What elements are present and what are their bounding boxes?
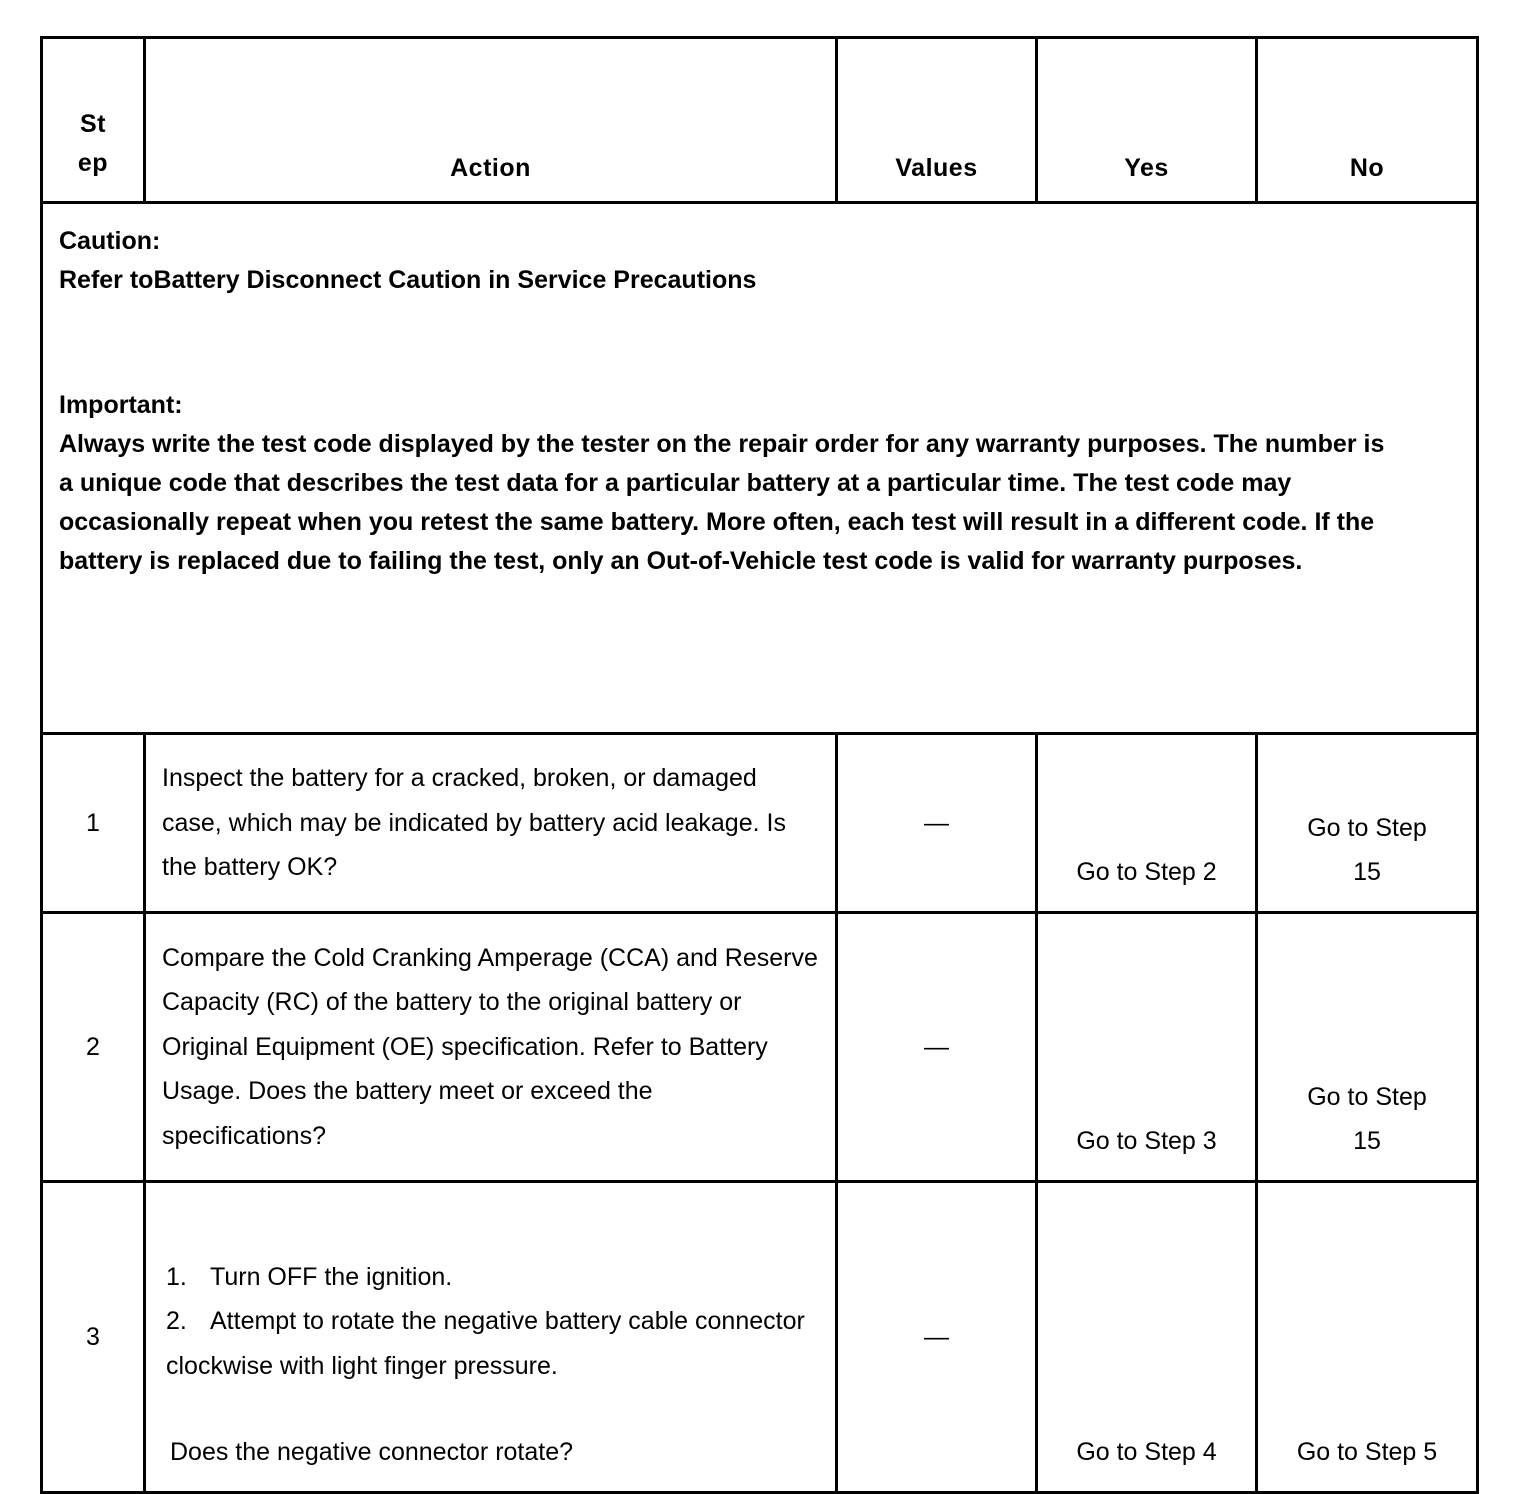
yes-link[interactable]: Go to Step 2 bbox=[1076, 858, 1217, 887]
values-cell: — bbox=[837, 913, 1037, 1182]
yes-cell bbox=[1037, 734, 1257, 913]
no-cell bbox=[1257, 913, 1478, 1182]
notice-cell bbox=[42, 203, 1478, 734]
list-item-number: 1. bbox=[166, 1262, 187, 1291]
table-row bbox=[42, 913, 1478, 1182]
yes-link[interactable]: Go to Step 4 bbox=[1076, 1438, 1217, 1467]
no-cell bbox=[1257, 1182, 1478, 1493]
values-column-header: Values bbox=[837, 38, 1037, 203]
no-link[interactable]: Go to Step 5 bbox=[1296, 1438, 1438, 1467]
action-text bbox=[145, 1182, 837, 1493]
step-header-label: St ep bbox=[77, 110, 109, 177]
caution-text: Refer toBattery Disconnect Caution in Service Precautions bbox=[59, 266, 757, 294]
caution-title: Caution: bbox=[59, 227, 161, 255]
diagnostic-table bbox=[40, 36, 1479, 1494]
no-link[interactable]: Go to Step 15 bbox=[1307, 813, 1427, 887]
yes-cell bbox=[1037, 1182, 1257, 1493]
list-item-text: Turn OFF the ignition. bbox=[210, 1262, 453, 1291]
step-number: 1 bbox=[42, 734, 145, 913]
action-question: Does the negative connector rotate? bbox=[170, 1438, 574, 1467]
notice-row bbox=[42, 203, 1478, 734]
list-item bbox=[162, 1299, 819, 1388]
action-text: Compare the Cold Cranking Amperage (CCA) and Reserve Capacity (RC) of the battery to the original battery or Original Equipment (OE) specification. Refer to Battery Usage. Does the battery meet or exceed the specifications? bbox=[145, 913, 837, 1182]
yes-link[interactable]: Go to Step 3 bbox=[1076, 1127, 1217, 1156]
yes-column-header: Yes bbox=[1037, 38, 1257, 203]
step-column-header bbox=[42, 38, 145, 203]
no-link[interactable]: Go to Step 15 bbox=[1307, 1082, 1427, 1156]
action-column-header: Action bbox=[145, 38, 837, 203]
list-item-text: Attempt to rotate the negative battery cable connector clockwise with light finger pressure. bbox=[166, 1307, 805, 1380]
no-column-header: No bbox=[1257, 38, 1478, 203]
values-cell: — bbox=[837, 1182, 1037, 1493]
step-number: 2 bbox=[42, 913, 145, 1182]
list-item bbox=[162, 1255, 819, 1300]
action-text: Inspect the battery for a cracked, broken, or damaged case, which may be indicated by battery acid leakage. Is the battery OK? bbox=[145, 734, 837, 913]
no-cell bbox=[1257, 734, 1478, 913]
yes-cell bbox=[1037, 913, 1257, 1182]
table-row bbox=[42, 734, 1478, 913]
table-row bbox=[42, 1182, 1478, 1493]
important-text: Always write the test code displayed by the tester on the repair order for any warranty purposes. The number is a unique code that describes the test data for a particular battery at a particular time. The test code may occasionally repeat when you retest the same battery. More often, each test will result in a different code. If the battery is replaced due to failing the test, only an Out-of-Vehicle test code is valid for warranty purposes. bbox=[59, 430, 1385, 575]
table-header-row bbox=[42, 38, 1478, 203]
values-cell: — bbox=[837, 734, 1037, 913]
step-number: 3 bbox=[42, 1182, 145, 1493]
important-title: Important: bbox=[59, 391, 183, 419]
list-item-number: 2. bbox=[166, 1307, 187, 1336]
